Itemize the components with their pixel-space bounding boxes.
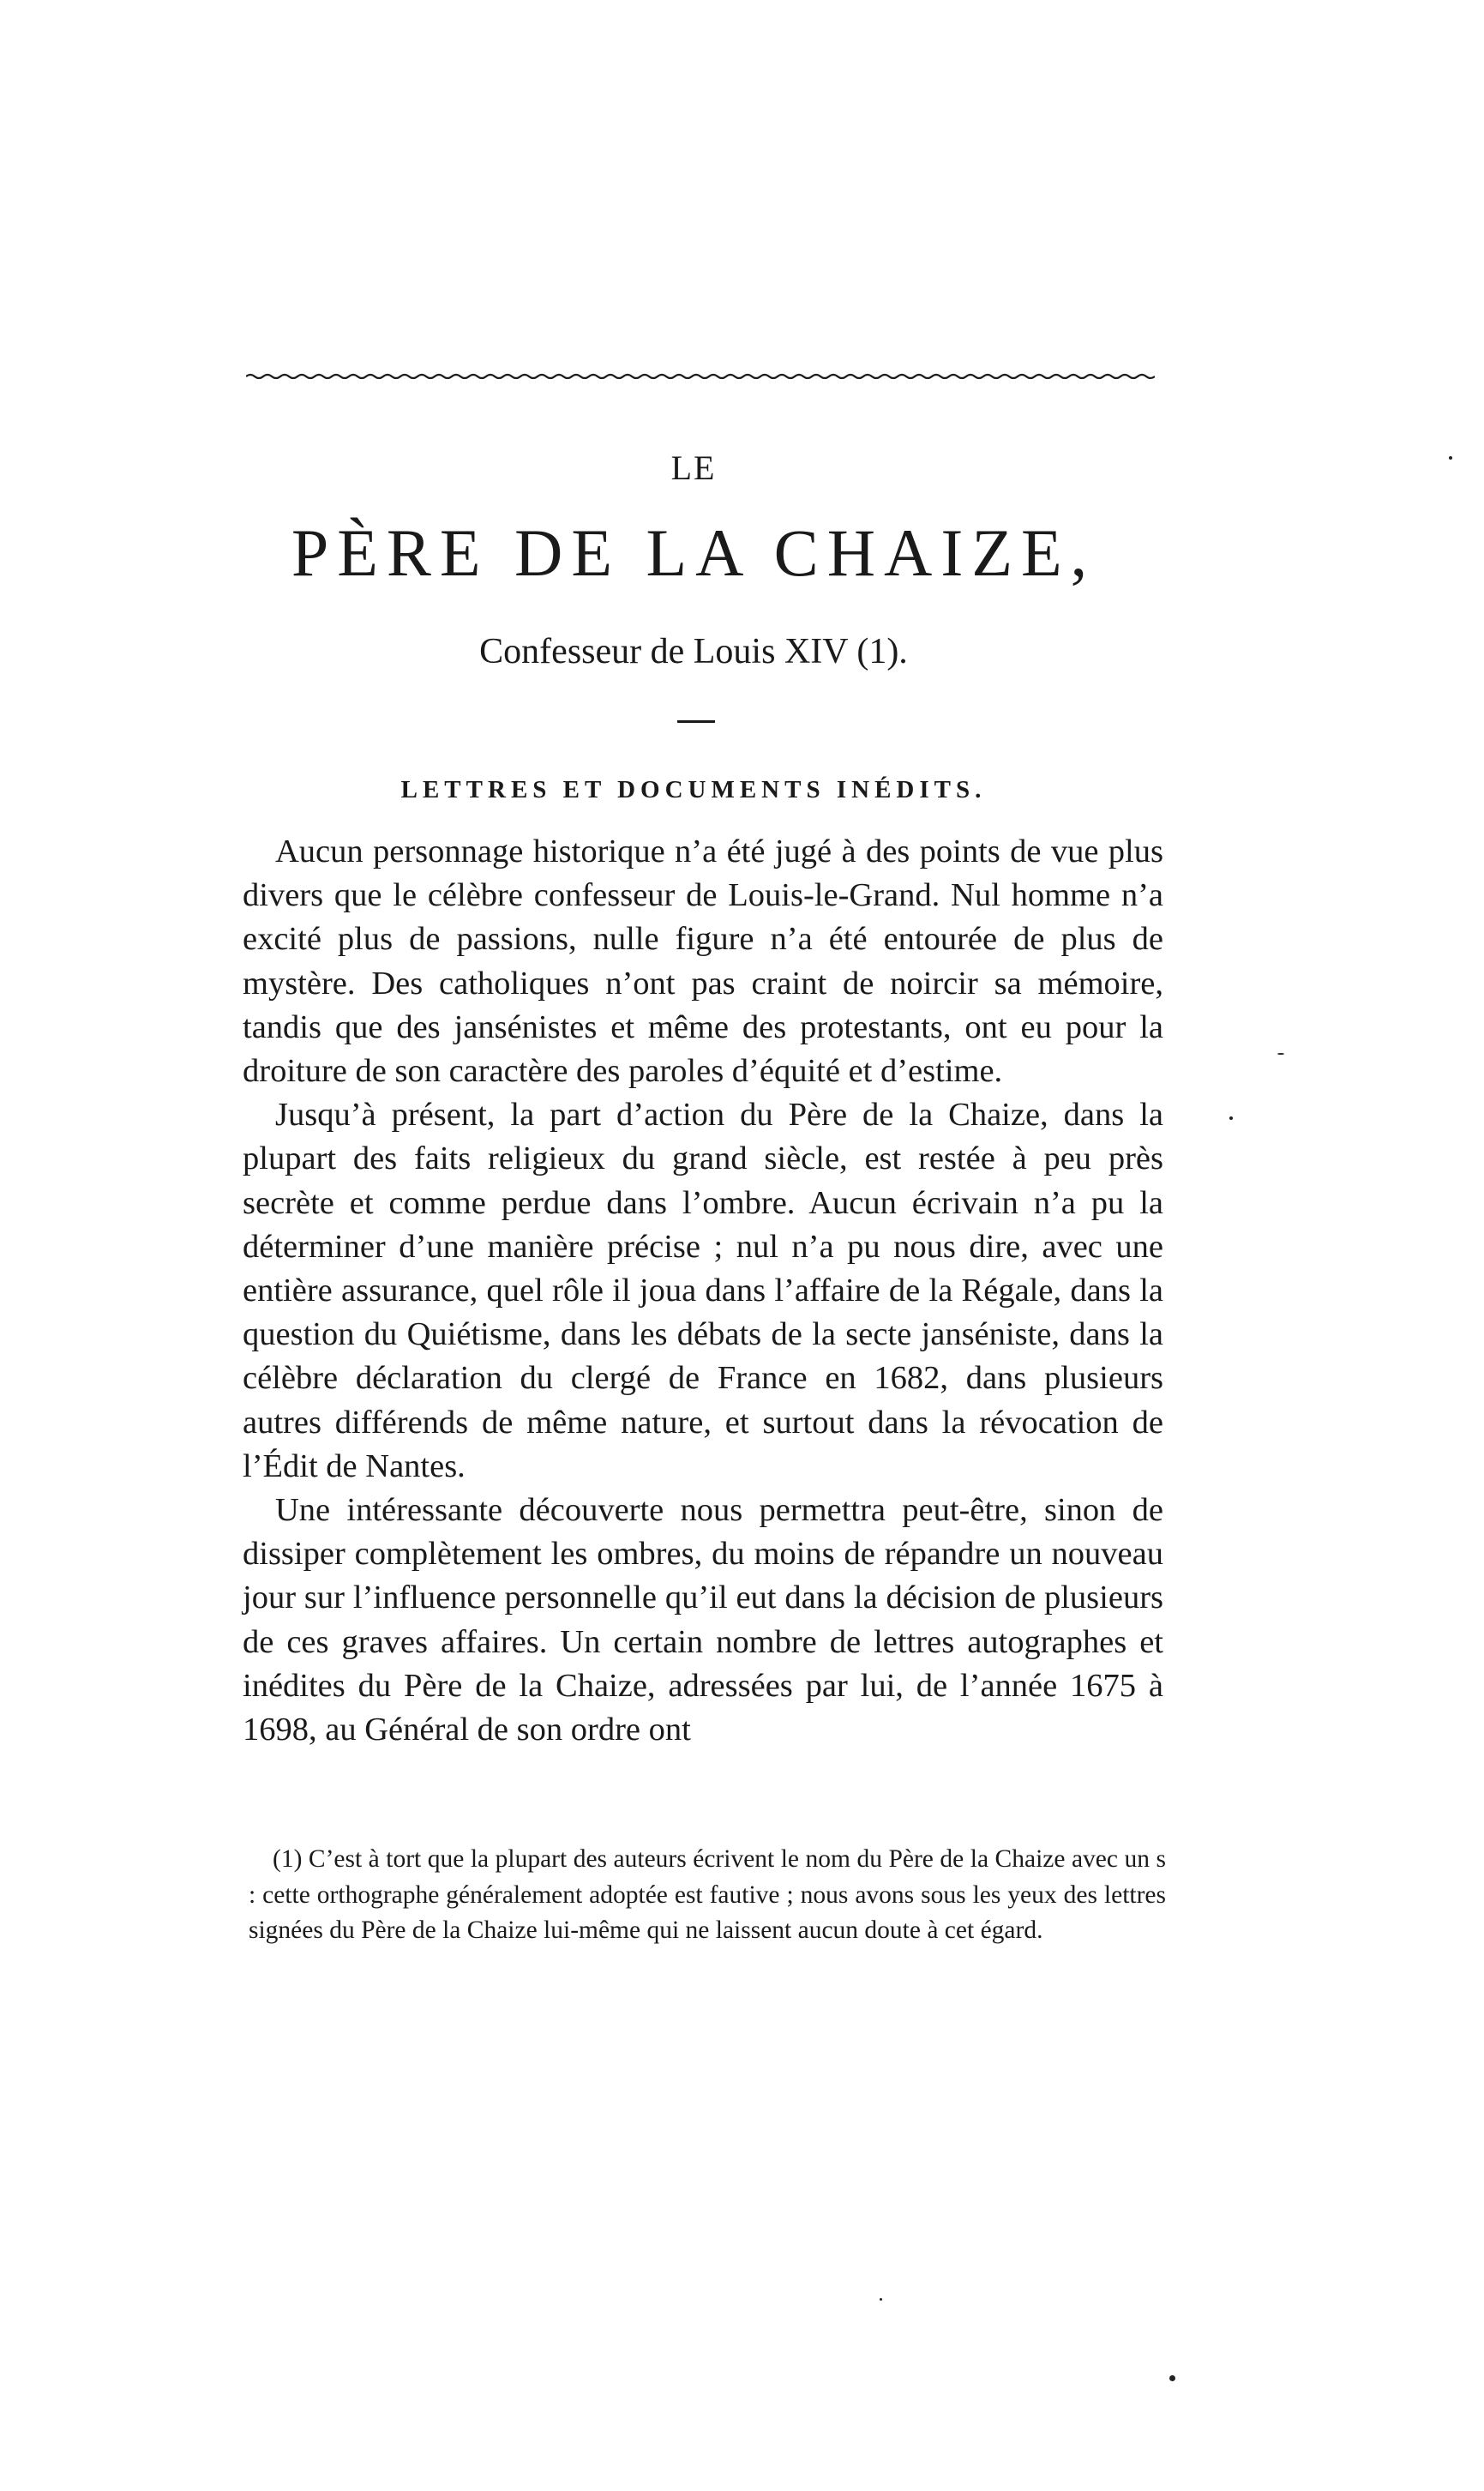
title-article: LE	[670, 448, 717, 487]
body-text	[243, 830, 1163, 1752]
print-speck	[1277, 1053, 1284, 1055]
paragraph: Une intéressante découverte nous permettra peut-être, sinon de dissiper complètement les ombres, du moins de répandre un nouveau jour sur l’influence personnelle qu’il eut dans la décision de plusieurs de ces graves affaires. Un certain nombre de lettres autographes et inédites du Père de la Chaize, adressées par lui, de l’année 1675 à 1698, au Général de son ordre ont	[243, 1492, 1163, 1748]
print-speck	[1229, 1116, 1233, 1120]
ornamental-rule	[246, 372, 1155, 381]
paragraph: Jusqu’à présent, la part d’action du Père de la Chaize, dans la plupart des faits religieux du grand siècle, est restée à peu près secrète et comme perdue dans l’ombre. Aucun écrivain n’a pu la déterminer d’une manière précise ; nul n’a pu nous dire, avec une entière assurance, quel rôle il joua dans l’affaire de la Régale, dans la question du Quiétisme, dans les débats de la secte janséniste, dans la célèbre déclaration du clergé de France en 1682, dans plusieurs autres différends de même nature, et surtout dans la révocation de l’Édit de Nantes.	[243, 1097, 1163, 1484]
section-heading: LETTRES ET DOCUMENTS INÉDITS.	[400, 776, 987, 803]
title-separator	[677, 720, 715, 723]
page-title: PÈRE DE LA CHAIZE,	[291, 515, 1096, 590]
print-speck	[1169, 2375, 1175, 2381]
footnote	[249, 1842, 1166, 1949]
footnote-text: (1) C’est à tort que la plupart des auteurs écrivent le nom du Père de la Chaize avec un s : cette orthographe généralement adoptée est fautive ; nous avons sous les yeux des lettres signées du Père de la Chaize lui-même qui ne laissent aucun doute à cet égard.	[249, 1845, 1166, 1944]
print-speck	[880, 2298, 882, 2301]
page-subtitle: Confesseur de Louis XIV (1).	[479, 632, 908, 671]
paragraph: Aucun personnage historique n’a été jugé à des points de vue plus divers que le célèbre confesseur de Louis-le-Grand. Nul homme n’a excité plus de passions, nulle figure n’a été entourée de plus de mystère. Des catholiques n’ont pas craint de noircir sa mémoire, tandis que des jansénistes et même des protestants, ont eu pour la droiture de son caractère des paroles d’équité et d’estime.	[243, 833, 1163, 1090]
print-speck	[1449, 456, 1452, 460]
